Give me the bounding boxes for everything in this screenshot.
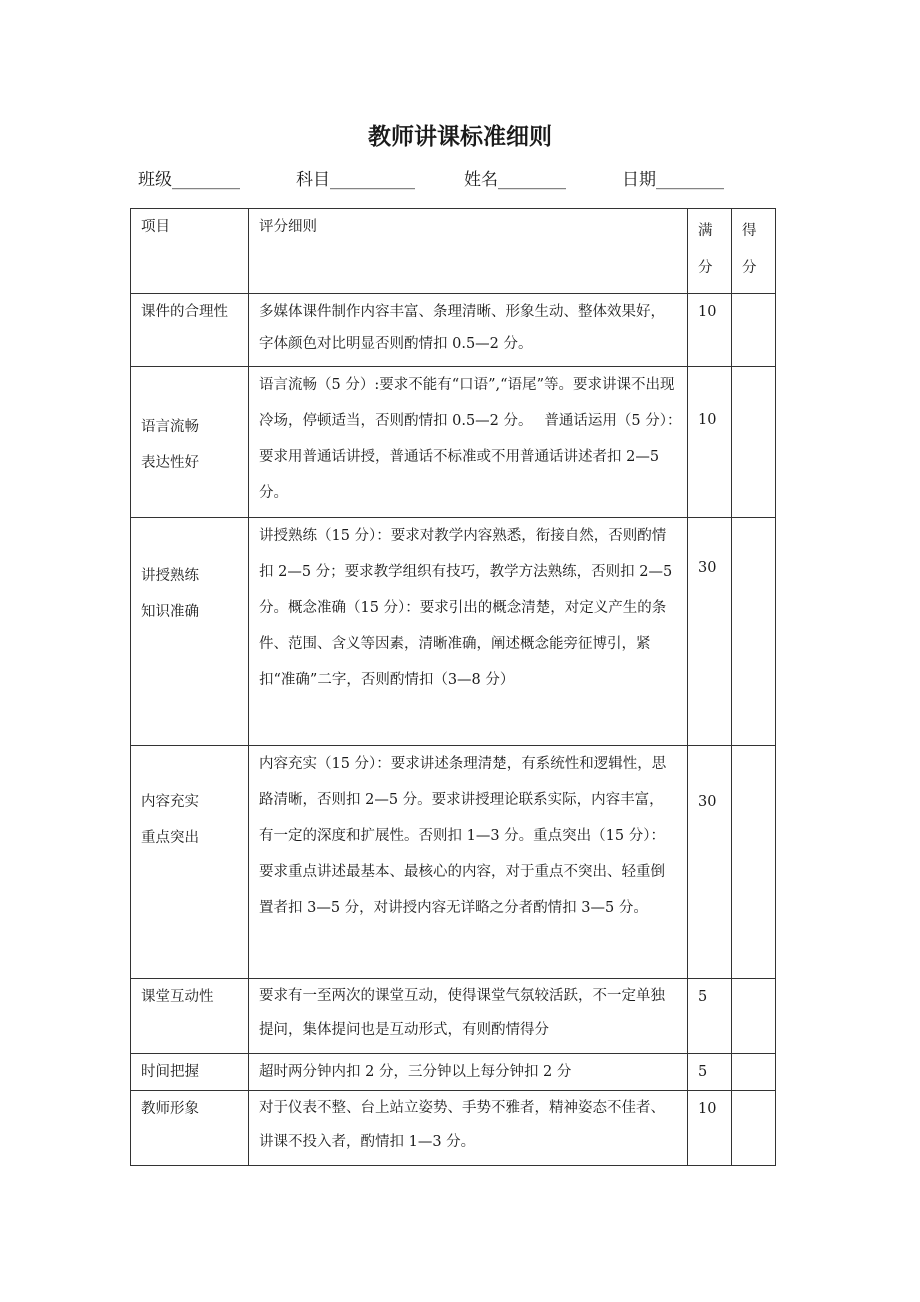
row-full-score (688, 518, 732, 746)
table-header-row (131, 209, 776, 294)
row-full-score (688, 979, 732, 1054)
scoring-table (130, 208, 776, 1166)
row-detail-text: 讲授熟练（15 分）：要求对教学内容熟悉，衔接自然，否则酌情扣 2—5 分；要求教学组织有技巧，教学方法熟练，否则扣 2—5 分。概念准确（15 分）：要求引出的概念清楚，对定义产生的条件、范围、含义等因素，清晰准确，阐述概念能旁征博引，紧扣“准确”二字，否则酌情扣（3—8 分） (259, 528, 673, 688)
table-row (131, 1091, 776, 1166)
header-full-2: 分 (698, 260, 713, 276)
row-item (131, 746, 249, 979)
header-item (131, 209, 249, 294)
page-title: 教师讲课标准细则 (368, 124, 552, 150)
row-item (131, 367, 249, 518)
row-item-label: 教师形象 (141, 1101, 199, 1117)
full-score-value: 10 (698, 1101, 717, 1117)
row-got-score[interactable] (732, 746, 776, 979)
row-item-label: 讲授熟练 (141, 568, 199, 584)
row-item (131, 1091, 249, 1166)
full-score-value: 30 (698, 794, 717, 810)
full-score-value: 5 (698, 989, 708, 1005)
header-item-label: 项目 (141, 219, 170, 235)
header-detail (249, 209, 688, 294)
row-item-label: 课堂互动性 (141, 989, 214, 1005)
name-field[interactable]: 姓名________ (464, 170, 566, 190)
row-detail-text: 语言流畅（5 分）:要求不能有“口语”,“语尾”等。要求讲课不出现冷场，停顿适当，否则酌情扣 0.5—2 分。 普通话运用（5 分）： 要求用普通话讲授，普通话不标准或不用普通话讲述者扣 2—5 分。 (259, 377, 694, 501)
class-field[interactable]: 班级________ (138, 170, 240, 190)
row-item (131, 979, 249, 1054)
row-detail-text: 内容充实（15 分）：要求讲述条理清楚，有系统性和逻辑性，思路清晰，否则扣 2—5 分。要求讲授理论联系实际，内容丰富，有一定的深度和扩展性。否则扣 1—3 分。重点突出（15 分）：要求重点讲述最基本、最核心的内容，对于重点不突出、轻重倒置者扣 3—5 分，对讲授内容无详略之分者酌情扣 3—5 分。 (259, 756, 667, 916)
full-score-value: 10 (698, 304, 717, 320)
row-detail (249, 367, 694, 518)
row-detail-text: 多媒体课件制作内容丰富、条理清晰、形象生动、整体效果好，字体颜色对比明显否则酌情扣 0.5—2 分。 (259, 304, 665, 352)
row-detail (249, 1091, 688, 1166)
row-detail (249, 518, 688, 746)
row-got-score[interactable] (732, 979, 776, 1054)
row-detail-text: 超时两分钟内扣 2 分，三分钟以上每分钟扣 2 分 (259, 1064, 572, 1080)
row-item-label: 语言流畅 (141, 419, 199, 435)
row-full-score (688, 1091, 732, 1166)
row-item (131, 1054, 249, 1091)
row-full-score (688, 746, 732, 979)
table-row (131, 979, 776, 1054)
header-got-2: 分 (742, 260, 757, 276)
table-row (131, 518, 776, 746)
date-field[interactable]: 日期________ (622, 170, 724, 190)
header-full-1: 满 (698, 223, 713, 239)
row-item-label: 重点突出 (141, 830, 199, 846)
table-row (131, 367, 776, 518)
header-detail-label: 评分细则 (259, 219, 317, 235)
full-score-value: 10 (698, 412, 717, 428)
full-score-value: 30 (698, 560, 717, 576)
row-item-label: 知识准确 (141, 604, 199, 620)
row-item (131, 518, 249, 746)
info-fields (138, 165, 778, 190)
table-row (131, 746, 776, 979)
header-got-1: 得 (742, 223, 757, 239)
row-got-score[interactable] (732, 1091, 776, 1166)
full-score-value: 5 (698, 1064, 708, 1080)
row-item-label: 课件的合理性 (141, 304, 228, 320)
row-got-score[interactable] (732, 294, 776, 367)
row-item-label: 表达性好 (141, 455, 199, 471)
subject-field[interactable]: 科目__________ (296, 170, 415, 190)
row-full-score (688, 367, 732, 518)
row-got-score[interactable] (732, 367, 776, 518)
row-detail (249, 294, 688, 367)
row-item (131, 294, 249, 367)
table-row (131, 294, 776, 367)
row-detail (249, 746, 688, 979)
row-detail-text: 要求有一至两次的课堂互动，使得课堂气氛较活跃，不一定单独提问，集体提问也是互动形式，有则酌情得分 (259, 988, 665, 1038)
row-item-label: 时间把握 (141, 1064, 199, 1080)
header-full-score (688, 209, 732, 294)
header-got-score (732, 209, 776, 294)
table-row (131, 1054, 776, 1091)
row-got-score[interactable] (732, 518, 776, 746)
row-full-score (688, 1054, 732, 1091)
row-full-score (688, 294, 732, 367)
row-detail-text: 对于仪表不整、台上站立姿势、手势不雅者，精神姿态不佳者、讲课不投入者，酌情扣 1—3 分。 (259, 1100, 665, 1150)
row-detail (249, 1054, 688, 1091)
row-item-label: 内容充实 (141, 794, 199, 810)
row-got-score[interactable] (732, 1054, 776, 1091)
row-detail (249, 979, 688, 1054)
